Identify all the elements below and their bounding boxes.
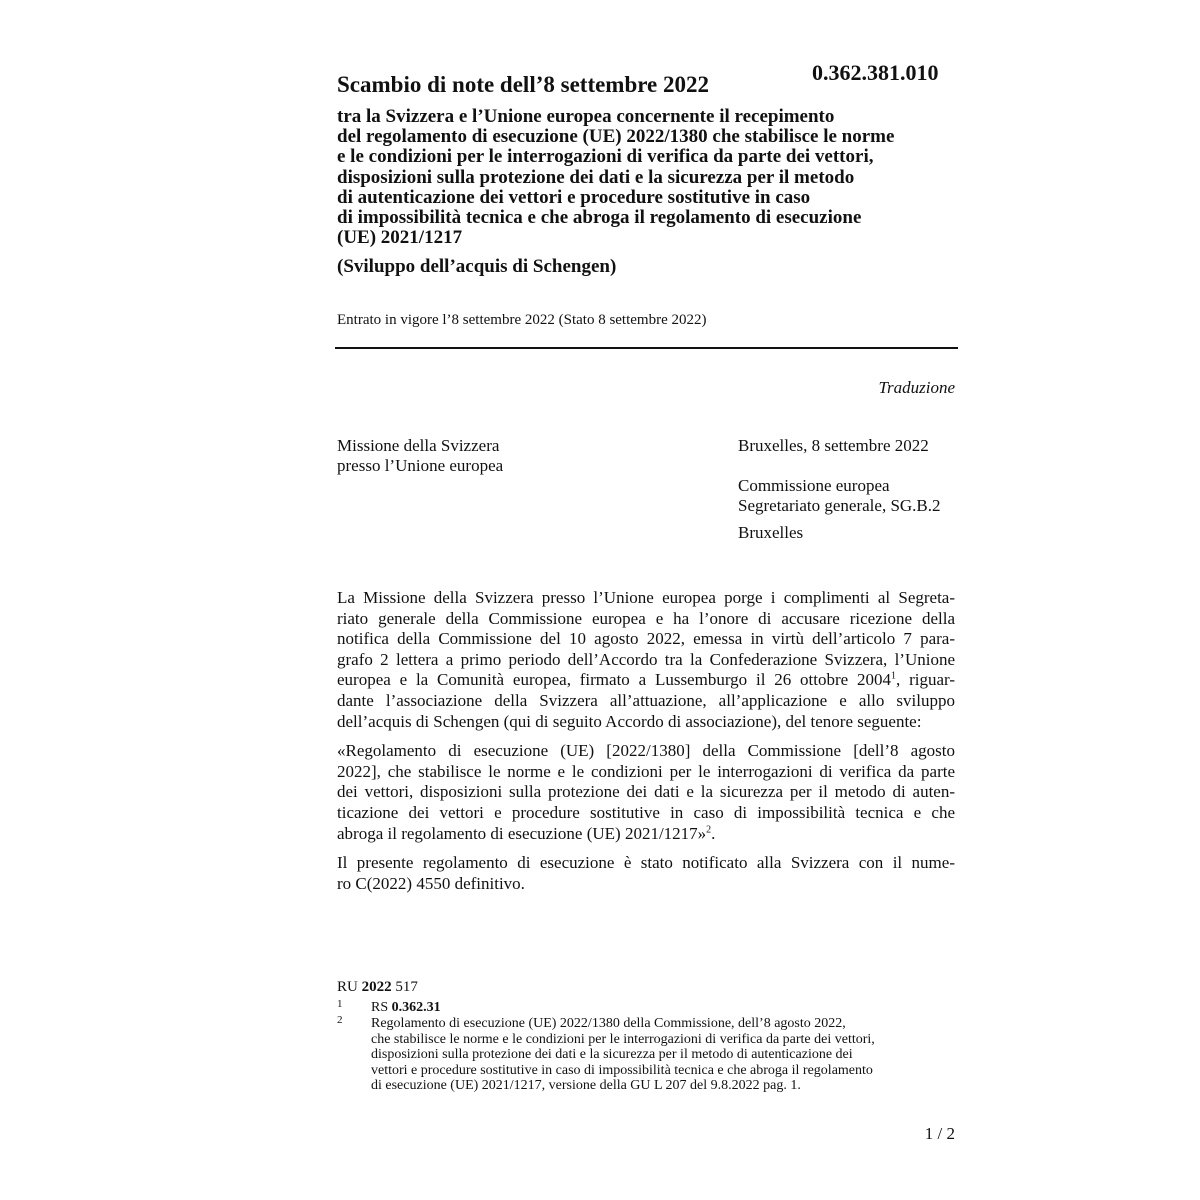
- schengen-note: (Sviluppo dell’acquis di Schengen): [337, 256, 617, 277]
- subtitle-line: disposizioni sulla protezione dei dati e la sicurezza per il metodo: [337, 166, 855, 188]
- footnote-ref[interactable]: 1: [891, 670, 897, 682]
- body-line: [337, 824, 955, 845]
- body-text: europea e la Comunità europea, firmato a Lussemburgo il 26 ottobre 2004: [337, 670, 892, 690]
- sender-block: [337, 436, 503, 476]
- place-date: Bruxelles, 8 settembre 2022: [738, 436, 929, 455]
- body-text: , riguar-: [896, 670, 955, 690]
- body-line: «Regolamento di esecuzione (UE) [2022/1380] della Commissione [dell’8 agosto: [337, 741, 955, 761]
- body-paragraph: [337, 588, 955, 732]
- footnote-prefix: RS: [371, 1000, 392, 1015]
- translation-label: Traduzione: [878, 378, 955, 397]
- body-line: La Missione della Svizzera presso l’Unione europea porge i complimenti al Segreta-: [337, 588, 955, 607]
- sr-number: 0.362.381.010: [812, 60, 939, 85]
- footnote-ref[interactable]: 2: [706, 823, 712, 835]
- body-line: 2022], che stabilisce le norme e le condizioni per le interrogazioni di verifica da parte: [337, 761, 955, 781]
- body-text: abroga il regolamento di esecuzione (UE) 2021/1217»: [337, 823, 707, 843]
- body-line: notifica della Commissione del 10 agosto 2022, emessa in virtù dell’articolo 7 para-: [337, 629, 955, 649]
- subtitle-line: del regolamento di esecuzione (UE) 2022/1380 che stabilisce le norme: [337, 126, 895, 148]
- footnote-sr-link[interactable]: 0.362.31: [391, 1000, 441, 1015]
- body-text: .: [711, 823, 716, 843]
- subtitle-line: e le condizioni per le interrogazioni di verifica da parte dei vettori,: [337, 146, 874, 168]
- ru-reference: [337, 979, 418, 996]
- subtitle-line: di impossibilità tecnica e che abroga il regolamento di esecuzione: [337, 207, 862, 229]
- body-line: dei vettori, disposizioni sulla protezione dei dati e la sicurezza per il metodo di auten-: [337, 782, 955, 802]
- sender-line: presso l’Unione europea: [337, 456, 504, 475]
- footnote-line: disposizioni sulla protezione dei dati e la sicurezza per il metodo di autenticazione dei: [371, 1047, 853, 1062]
- body-line: ro C(2022) 4550 definitivo.: [337, 873, 525, 893]
- document-subtitle: [337, 107, 977, 248]
- body-line: grafo 2 lettera a primo periodo dell’Accordo tra la Confederazione Svizzera, l’Unione: [337, 649, 955, 669]
- recipient-block: [738, 476, 941, 516]
- footnote-text: [371, 1016, 875, 1094]
- footnote-text: [371, 1000, 441, 1016]
- footnote-line: di esecuzione (UE) 2021/1217, versione della GU L 207 del 9.8.2022 pag. 1.: [371, 1078, 801, 1093]
- footnote-number: 2: [337, 1014, 343, 1026]
- subtitle-line: tra la Svizzera e l’Unione europea concernente il recepimento: [337, 106, 835, 127]
- subtitle-line: di autenticazione dei vettori e procedure sostitutive in caso: [337, 186, 811, 208]
- body-paragraph: [337, 741, 955, 844]
- body-line: riato generale della Commissione europea e ha l’onore di accusare ricezione della: [337, 608, 955, 628]
- footnote-number: 1: [337, 998, 343, 1010]
- body-line: dell’acquis di Schengen (qui di seguito Accordo di associazione), del tenore seguente:: [337, 711, 922, 731]
- body-line: [337, 670, 955, 691]
- footnote-line: vettori e procedure sostitutive in caso di impossibilità tecnica e che abroga il regolamento: [371, 1062, 873, 1078]
- entry-into-force-status: Entrato in vigore l’8 settembre 2022 (Stato 8 settembre 2022): [337, 312, 707, 328]
- body-line: Il presente regolamento di esecuzione è stato notificato alla Svizzera con il nume-: [337, 853, 955, 873]
- header-divider: [335, 347, 958, 349]
- document-title: Scambio di note dell’8 settembre 2022: [337, 72, 710, 97]
- subtitle-line: (UE) 2021/1217: [337, 227, 463, 249]
- recipient-line: Segretariato generale, SG.B.2: [738, 496, 941, 515]
- sender-line: Missione della Svizzera: [337, 436, 500, 455]
- page-number: 1 / 2: [924, 1124, 955, 1143]
- recipient-line: Commissione europea: [738, 476, 890, 495]
- body-line: dante l’associazione della Svizzera all’attuazione, all’applicazione e allo sviluppo: [337, 690, 955, 710]
- body-line: ticazione dei vettori e procedure sostitutive in caso di impossibilità tecnica e che: [337, 802, 955, 822]
- recipient-city: Bruxelles: [738, 523, 804, 542]
- body-paragraph: [337, 853, 955, 894]
- ru-prefix: RU: [337, 979, 362, 995]
- footnote-line: che stabilisce le norme e le condizioni per le interrogazioni di verifica da parte dei vettori,: [371, 1031, 875, 1047]
- ru-page: 517: [391, 979, 418, 995]
- ru-year: 2022: [361, 979, 392, 995]
- footnote-line: Regolamento di esecuzione (UE) 2022/1380 della Commissione, dell’8 agosto 2022,: [371, 1016, 846, 1031]
- note-body: [337, 588, 955, 903]
